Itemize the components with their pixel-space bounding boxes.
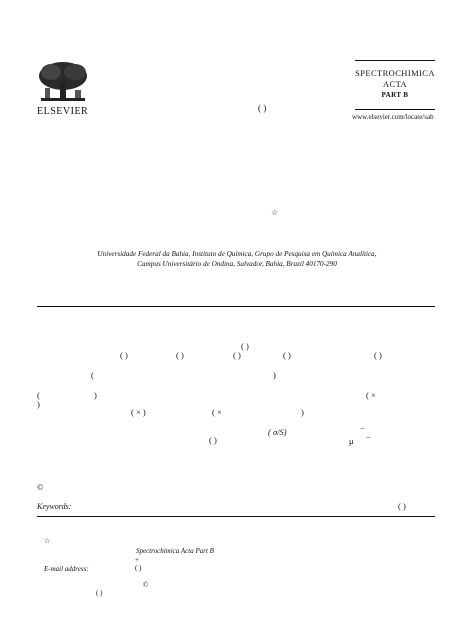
footnote-plus: + xyxy=(135,556,139,564)
affiliation-line2: Campus Universitário de Ondina, Salvador, Bahia, Brazil 40170-290 xyxy=(137,259,337,268)
title-footnote-star: ☆ xyxy=(271,208,279,217)
abstract-frag: ( × xyxy=(366,390,376,400)
abstract-bottom-rule xyxy=(37,516,435,517)
abstract-frag: ( σ/S) xyxy=(268,427,287,437)
abstract-frag: ( ) xyxy=(241,341,249,351)
abstract-top-rule xyxy=(37,306,435,307)
email-label: E-mail address: xyxy=(44,565,89,573)
journal-title-line2: ACTA xyxy=(382,79,408,89)
abstract-frag: ( × xyxy=(212,407,222,417)
footnote-journal: Spectrochimica Acta Part B xyxy=(136,547,214,555)
footnote-star: ☆ xyxy=(44,537,51,545)
abstract-frag: ) xyxy=(94,390,97,400)
abstract-frag: ) xyxy=(273,370,276,380)
abstract-frag: ( × ) xyxy=(131,407,146,417)
journal-url[interactable]: www.elsevier.com/locate/sab xyxy=(352,113,434,121)
abstract-frag: ) xyxy=(37,399,40,409)
abstract-copyright: © xyxy=(37,482,44,492)
affiliation-line1: Universidade Federal da Bahia, Instituto de Química, Grupo de Pesquisa em Química Analítica, xyxy=(97,250,377,258)
volume-paren: ( ) xyxy=(258,103,267,113)
abstract-frag: ( xyxy=(37,390,40,400)
footnote-copyright: © xyxy=(143,581,149,589)
email-paren[interactable]: ( ) xyxy=(135,564,142,572)
affiliation xyxy=(0,250,474,269)
keywords-label: Keywords: xyxy=(37,502,72,511)
abstract-frag: ( ) xyxy=(283,350,291,360)
abstract-frag: ( ) xyxy=(374,350,382,360)
keywords-paren: ( ) xyxy=(398,501,406,511)
abstract-frag: − xyxy=(366,432,371,442)
publisher-name: ELSEVIER xyxy=(37,106,89,117)
abstract-frag: μ xyxy=(349,436,354,446)
journal-part: PART B xyxy=(381,91,409,99)
footnote-paren: ( ) xyxy=(96,589,103,597)
abstract-frag: ( ) xyxy=(176,350,184,360)
journal-title-box xyxy=(355,60,435,110)
abstract-frag: ( ) xyxy=(233,350,241,360)
abstract-frag: ( ) xyxy=(120,350,128,360)
abstract-frag: ) xyxy=(301,407,304,417)
abstract-frag: ( xyxy=(91,370,94,380)
abstract-frag: ( ) xyxy=(209,435,217,445)
elsevier-tree-logo-icon xyxy=(37,60,89,104)
abstract-frag: − xyxy=(360,423,365,433)
journal-title-line1: SPECTROCHIMICA xyxy=(355,68,435,78)
